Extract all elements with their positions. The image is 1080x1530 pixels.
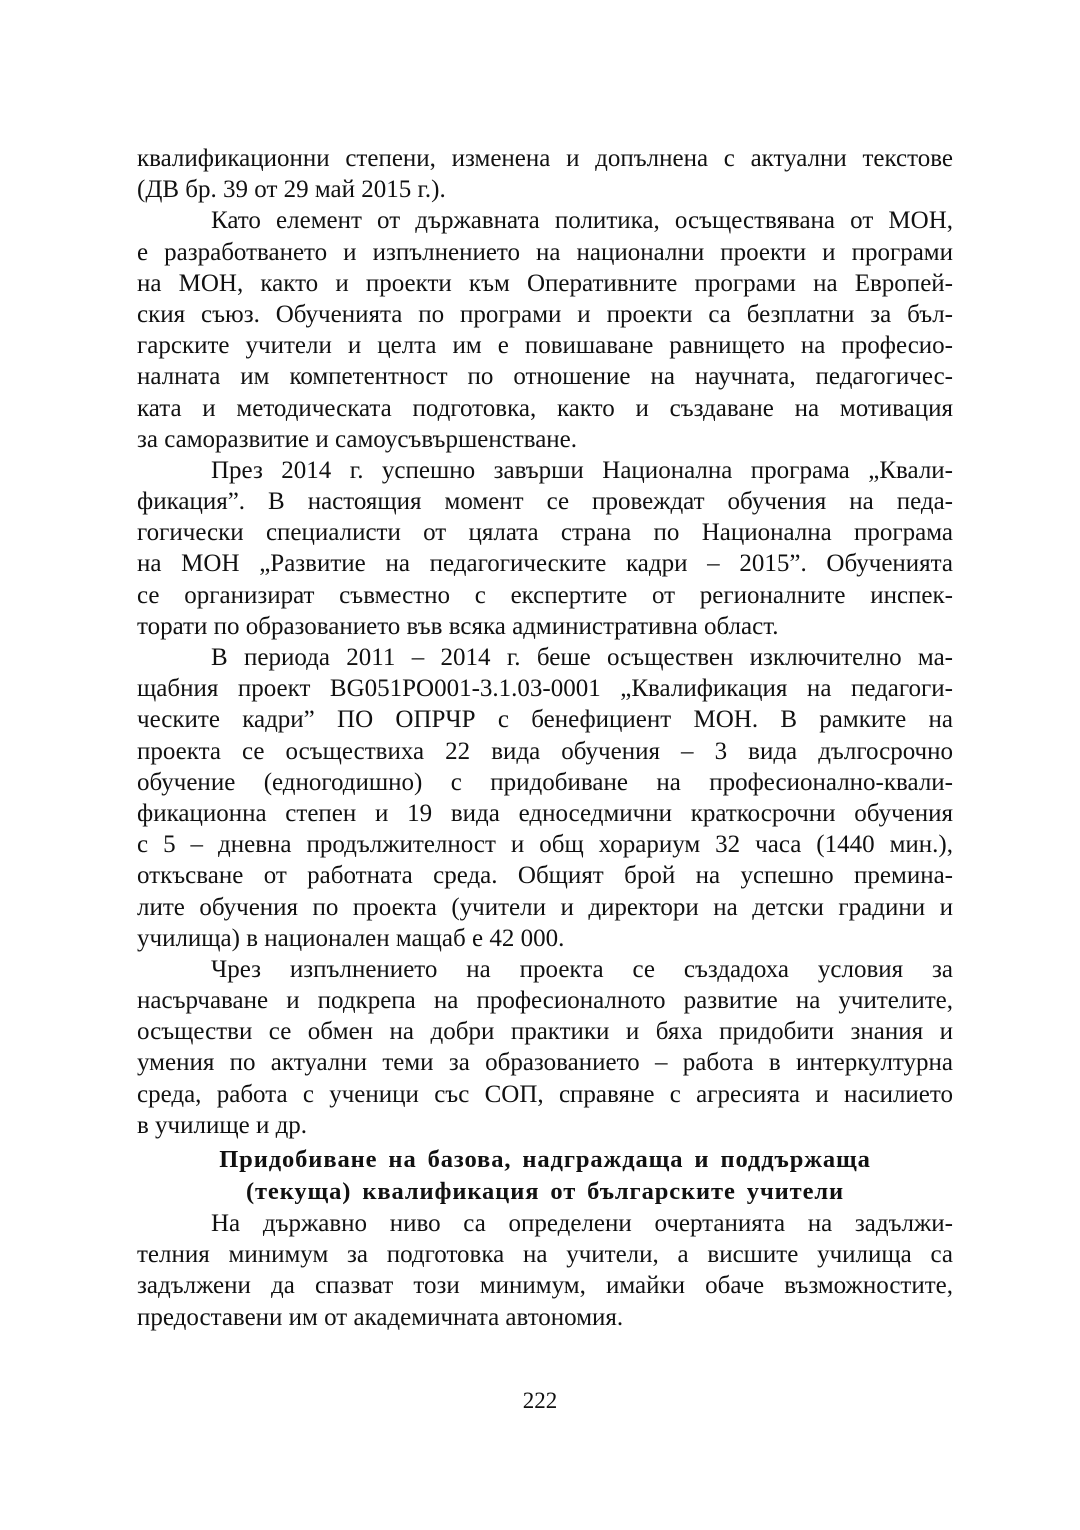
text-line: лите обучения по проекта (учители и директори на детски градини и xyxy=(137,893,953,921)
text-line: ката и методическата подготовка, както и създаване на мотивация xyxy=(137,394,953,422)
text-line: На държавно ниво са определени очертанията на задължи- xyxy=(211,1210,953,1237)
page-body xyxy=(137,143,953,1333)
text-line: ския съюз. Обученията по програми и проекти са безплатни за бъл- xyxy=(137,300,953,328)
text-line: През 2014 г. успешно завърши Национална програма „Квали- xyxy=(211,456,953,484)
text-line: проекта се осъществиха 22 вида обучения – 3 вида дългосрочно xyxy=(137,737,953,765)
text-line: задължени да спазват този минимум, имайки обаче възможностите, xyxy=(137,1272,953,1300)
heading-line: (текуща) квалификация от българските учители xyxy=(245,1178,845,1205)
text-line: откъсване от работната среда. Общият брой на успешно премина- xyxy=(137,862,953,890)
text-line: е разработването и изпълнението на национални проекти и програми xyxy=(137,238,953,266)
text-line: на МОН „Развитие на педагогическите кадри – 2015”. Обученията xyxy=(137,550,953,578)
text-line: В периода 2011 – 2014 г. беше осъществен изключително ма- xyxy=(211,644,953,671)
text-line: ческите кадри” ПО ОПРЧР с бенефициент МОН. В рамките на xyxy=(137,706,953,734)
text-line: се организират съвместно с експертите от регионалните инспек- xyxy=(137,581,953,609)
text-line: в училище и др. xyxy=(137,1111,308,1139)
text-line: гарските учители и целта им е повишаване равнището на професио- xyxy=(137,332,953,360)
section-heading xyxy=(137,1144,953,1208)
text-line: насърчаване и подкрепа на професионалното развитие на учителите, xyxy=(137,987,953,1015)
paragraph-6 xyxy=(137,1208,953,1333)
text-line: фикация”. В настоящия момент се провеждат обучения на педа- xyxy=(137,488,953,516)
paragraph-3 xyxy=(137,455,953,642)
text-line: (ДВ бр. 39 от 29 май 2015 г.). xyxy=(137,176,446,204)
page-number: 222 xyxy=(522,1388,558,1413)
paragraph-2 xyxy=(137,205,953,455)
text-line: торати по образованието във всяка административна област. xyxy=(137,612,779,640)
text-line: предоставени им от академичната автономия. xyxy=(137,1303,624,1331)
text-line: с 5 – дневна продължителност и общ хорариум 32 часа (1440 мин.), xyxy=(137,831,953,859)
text-line: налната им компетентност по отношение на научната, педагогичес- xyxy=(137,363,953,391)
text-line: среда, работа с ученици със СОП, справяне с агресията и насилието xyxy=(137,1080,953,1108)
text-line: фикационна степен и 19 вида едноседмични краткосрочни обучения xyxy=(137,799,953,827)
text-line: гогически специалисти от цялата страна по Национална програма xyxy=(137,519,953,547)
text-line: телния минимум за подготовка на учители, а висшите училища са xyxy=(137,1241,953,1269)
heading-line: Придобиване на базова, надграждаща и поддържаща xyxy=(219,1146,871,1173)
text-line: щабния проект BG051PO001-3.1.03-0001 „Квалификация на педагоги- xyxy=(137,675,953,703)
paragraph-4 xyxy=(137,642,953,954)
text-line: Като елемент от държавната политика, осъществявана от МОН, xyxy=(211,207,953,235)
paragraph-5 xyxy=(137,954,953,1141)
text-line: за саморазвитие и самоусъвършенстване. xyxy=(137,425,578,453)
text-line: на МОН, както и проекти към Оперативните програми на Европей- xyxy=(137,269,953,297)
text-line: училища) в национален мащаб е 42 000. xyxy=(137,924,565,952)
text-line: умения по актуални теми за образованието – работа в интеркултурна xyxy=(137,1049,953,1077)
text-line: обучение (едногодишно) с придобиване на професионално-квали- xyxy=(137,768,953,796)
text-line: Чрез изпълнението на проекта се създадоха условия за xyxy=(211,955,953,983)
text-line: осъществи се обмен на добри практики и бяха придобити знания и xyxy=(137,1018,953,1046)
text-line: квалификационни степени, изменена и допълнена с актуални текстове xyxy=(137,145,953,172)
paragraph-1 xyxy=(137,143,953,205)
